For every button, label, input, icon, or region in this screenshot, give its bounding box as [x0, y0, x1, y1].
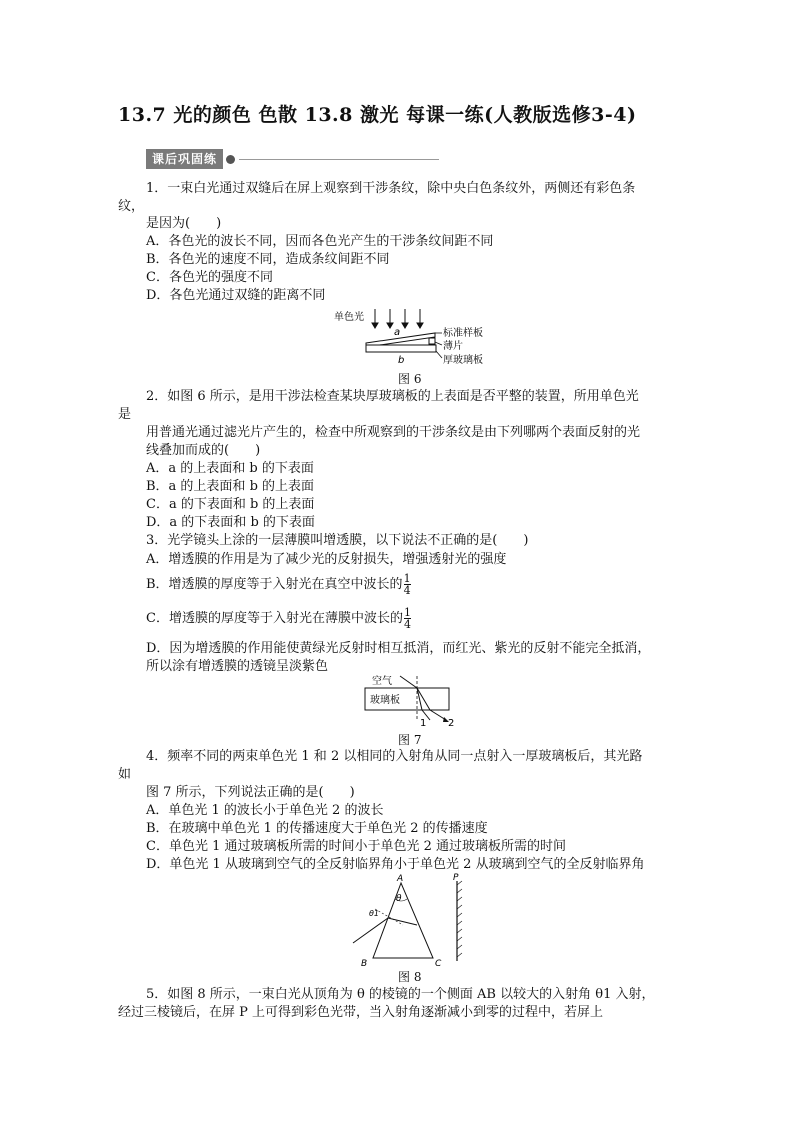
figure-8-diagram: [345, 873, 475, 970]
q1-stem-line3: 是因为( ): [146, 216, 222, 231]
q4-stem-line3: 图 7 所示，下列说法正确的是( ): [146, 785, 355, 800]
q3-option-b-line: [146, 573, 411, 596]
figure-6-caption: 图 6: [398, 372, 422, 386]
fig6-thin-sheet: [429, 338, 435, 344]
q3-option-c: C．增透膜的厚度等于入射光在薄膜中波长的: [146, 611, 403, 626]
fig6-single-light-label: 单色光: [334, 312, 364, 323]
fig6-standard-plate-label: 标准样板: [443, 328, 483, 339]
q1-option-b: B．各色光的速度不同，造成条纹间距不同: [146, 252, 390, 267]
bullet-dot-icon: [226, 155, 235, 164]
fig8-theta1-label: θ1: [369, 909, 379, 918]
fig8-prism: [373, 883, 433, 958]
fig6-thin-sheet-label: 薄片: [443, 341, 463, 352]
fig6-thick-glass: [366, 345, 436, 352]
q3-option-b-fraction: [404, 573, 411, 596]
fig6-thick-glass-label: 厚玻璃板: [443, 355, 483, 366]
q5-stem-line1: 5．如图 8 所示，一束白光从顶角为 θ 的棱镜的一个侧面 AB 以较大的入射角 θ1 入射，: [146, 987, 655, 1002]
q3-option-b: B．增透膜的厚度等于入射光在真空中波长的: [146, 577, 403, 592]
q1-option-a: A．各色光的波长不同，因而各色光产生的干涉条纹间距不同: [146, 234, 494, 249]
fig7-ray-2-label: 2: [448, 718, 455, 729]
fig7-ray-1-label: 1: [420, 718, 427, 729]
fraction-denominator: 4: [403, 618, 411, 631]
q2-option-c: C．a 的下表面和 b 的上表面: [146, 497, 315, 512]
q4-option-a: A．单色光 1 的波长小于单色光 2 的波长: [146, 803, 384, 818]
q4-stem-line1: 4．频率不同的两束单色光 1 和 2 以相同的入射角从同一点射入一厚玻璃板后，其光路: [146, 749, 643, 764]
q2-stem-line4: 线叠加而成的( ): [146, 443, 261, 458]
q3-option-a: A．增透膜的作用是为了减少光的反射损失，增强透射光的强度: [146, 552, 507, 567]
q2-stem-line1: 2．如图 6 所示，是用干涉法检查某块厚玻璃板的上表面是否平整的装置，所用单色光: [146, 389, 639, 404]
q3-option-d-line1: D．因为增透膜的作用能使黄绿光反射时相互抵消，而红光、紫光的反射不能完全抵消，: [146, 641, 651, 656]
fig8-vertex-c-label: C: [435, 959, 442, 969]
q1-stem-line1: 1．一束白光通过双缝后在屏上观察到干涉条纹，除中央白色条纹外，两侧还有彩色条: [146, 181, 636, 196]
fig8-theta-label: θ: [396, 894, 402, 904]
q3-option-d-line2: 所以涂有增透膜的透镜呈淡紫色: [146, 659, 329, 674]
fig7-air-label: 空气: [372, 676, 392, 687]
q4-option-b: B．在玻璃中单色光 1 的传播速度大于单色光 2 的传播速度: [146, 821, 488, 836]
fig8-vertex-b-label: B: [361, 959, 368, 969]
q3-option-c-fraction: [404, 607, 411, 630]
fig6-light-arrows: [372, 309, 423, 328]
fraction-numerator: 1: [403, 606, 411, 619]
q2-option-a: A．a 的上表面和 b 的下表面: [146, 461, 314, 476]
section-header: [146, 149, 439, 169]
page-title: 13.7 光的颜色 色散 13.8 激光 每课一练(人教版选修3-4): [118, 104, 637, 126]
section-label: 课后巩固练: [146, 149, 223, 169]
q1-option-c: C．各色光的强度不同: [146, 270, 273, 285]
q2-option-b: B．a 的上表面和 b 的上表面: [146, 479, 315, 494]
section-divider: [239, 159, 439, 160]
q5-stem-line2: 经过三棱镜后，在屏 P 上可得到彩色光带，当入射角逐渐减小到零的过程中，若屏上: [118, 1005, 604, 1020]
q2-stem-line2: 是: [118, 407, 132, 422]
q3-stem: 3．光学镜头上涂的一层薄膜叫增透膜，以下说法不正确的是( ): [146, 533, 529, 548]
q4-option-d: D．单色光 1 从玻璃到空气的全反射临界角小于单色光 2 从玻璃到空气的全反射临界角: [146, 857, 645, 872]
fig8-screen-hatch: [457, 881, 462, 957]
fraction-denominator: 4: [403, 584, 411, 597]
fig6-label-a: a: [394, 327, 401, 338]
q1-stem-line2: 纹，: [118, 199, 145, 214]
figure-6-diagram: [330, 305, 500, 369]
fig8-vertex-a-label: A: [397, 874, 404, 884]
q2-stem-line3: 用普通光通过滤光片产生的，检查中所观察到的干涉条纹是由下列哪两个表面反射的光: [146, 425, 641, 440]
fig6-label-b: b: [398, 355, 405, 366]
q4-option-c: C．单色光 1 通过玻璃板所需的时间小于单色光 2 通过玻璃板所需的时间: [146, 839, 567, 854]
fig7-incident-ray: [400, 676, 417, 688]
fig8-screen-label: P: [453, 873, 459, 883]
q1-option-d: D．各色光通过双缝的距离不同: [146, 288, 326, 303]
q4-stem-line2: 如: [118, 767, 132, 782]
q3-option-c-line: [146, 607, 411, 630]
figure-8-caption: 图 8: [398, 970, 422, 984]
fraction-numerator: 1: [403, 572, 411, 585]
figure-7-diagram: [360, 674, 470, 732]
q2-option-d: D．a 的下表面和 b 的下表面: [146, 515, 315, 530]
fig7-glass-label: 玻璃板: [370, 695, 400, 706]
figure-7-caption: 图 7: [398, 733, 422, 747]
